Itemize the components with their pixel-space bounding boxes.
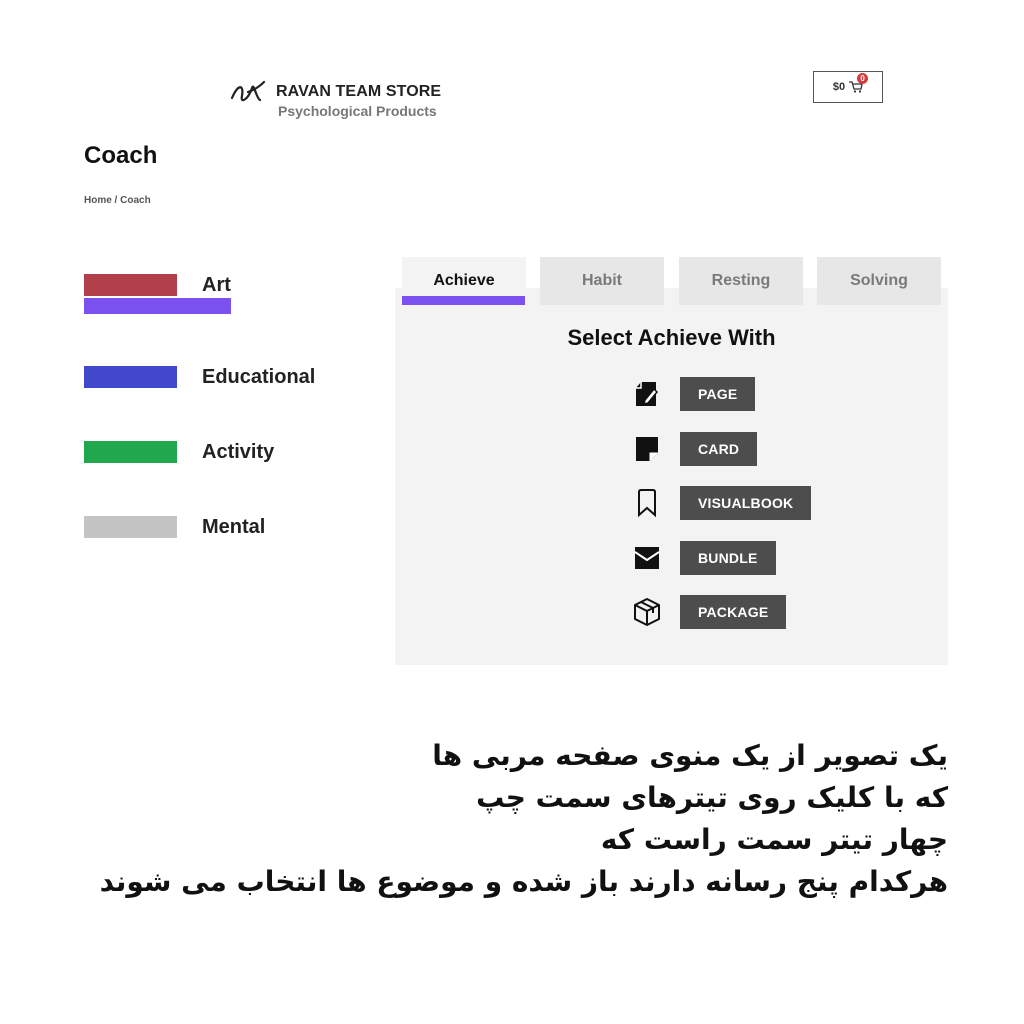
media-row-visualbook <box>630 486 811 520</box>
category-activity[interactable] <box>84 441 274 463</box>
media-row-card <box>630 432 757 466</box>
logo-signature-icon <box>230 78 270 108</box>
logo-subtitle: Psychological Products <box>278 103 437 119</box>
caption-line: یک تصویر از یک منوی صفحه مربی ها <box>432 739 948 772</box>
media-button-package[interactable]: PACKAGE <box>680 595 786 629</box>
active-category-indicator <box>84 298 231 314</box>
category-color-bar <box>84 441 177 463</box>
tab-habit[interactable]: Habit <box>540 257 664 305</box>
category-label: Activity <box>202 440 275 463</box>
media-row-package <box>630 595 786 629</box>
category-color-bar <box>84 274 177 296</box>
media-button-page[interactable]: PAGE <box>680 377 755 411</box>
media-row-bundle <box>630 541 776 575</box>
caption-text <box>100 735 948 903</box>
category-label: Educational <box>202 365 316 388</box>
cart-price: $0 <box>832 81 846 93</box>
logo-title: RAVAN TEAM STORE <box>276 83 442 100</box>
package-box-icon <box>630 595 664 629</box>
media-row-page <box>630 377 755 411</box>
breadcrumb[interactable]: Home / Coach <box>84 195 151 206</box>
category-art[interactable] <box>84 274 231 296</box>
category-label: Art <box>202 273 231 296</box>
category-color-bar <box>84 516 177 538</box>
category-color-bar <box>84 366 177 388</box>
caption-line: که با کلیک روی تیترهای سمت چپ <box>476 781 948 814</box>
caption-line: هرکدام پنج رسانه دارند باز شده و موضوع ها انتخاب می شوند <box>99 865 948 898</box>
active-tab-indicator <box>402 296 525 305</box>
tab-solving[interactable]: Solving <box>817 257 941 305</box>
store-logo[interactable] <box>230 76 441 120</box>
cart-count-badge: 0 <box>857 73 868 84</box>
media-button-bundle[interactable]: BUNDLE <box>680 541 776 575</box>
category-mental[interactable] <box>84 516 265 538</box>
page-title: Coach <box>84 142 158 169</box>
card-icon <box>630 432 664 466</box>
media-button-card[interactable]: CARD <box>680 432 757 466</box>
envelope-icon <box>630 541 664 575</box>
tab-resting[interactable]: Resting <box>679 257 803 305</box>
media-button-visualbook[interactable]: VISUALBOOK <box>680 486 811 520</box>
cart-button[interactable] <box>813 71 883 103</box>
panel-title: Select Achieve With <box>567 325 776 350</box>
category-educational[interactable] <box>84 366 315 388</box>
caption-line: چهار تیتر سمت راست که <box>600 823 948 856</box>
cart-icon <box>849 74 865 93</box>
page-edit-icon <box>630 377 664 411</box>
category-label: Mental <box>202 515 266 538</box>
bookmark-icon <box>630 486 664 520</box>
tab-achieve[interactable]: Achieve <box>402 257 526 305</box>
